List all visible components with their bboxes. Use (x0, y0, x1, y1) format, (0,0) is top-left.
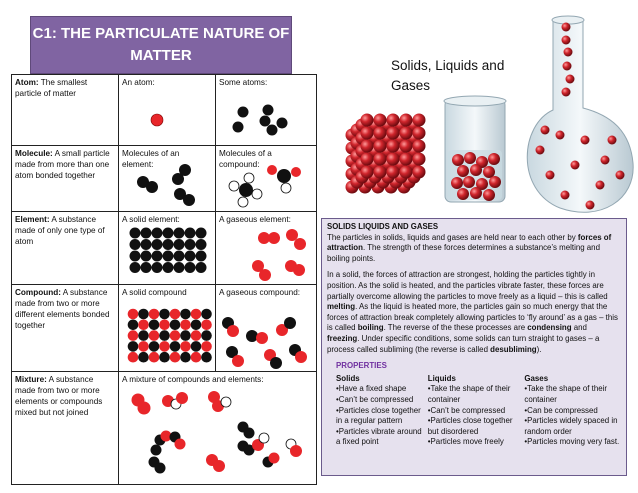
particle (395, 132, 408, 145)
particle (372, 181, 385, 194)
particle (385, 155, 398, 168)
compound-molecules-cell: Molecules of a compound: (216, 146, 317, 212)
particle (476, 178, 488, 190)
particle (403, 137, 416, 150)
particle (346, 129, 359, 142)
list-item: •Can be compressed (524, 405, 598, 415)
particle (398, 168, 411, 181)
particle (369, 171, 382, 184)
states-of-matter-illustration (346, 16, 634, 212)
list-item: •Take the shape of their container (524, 384, 607, 404)
page-title-line-2: MATTER (130, 47, 192, 64)
particle (403, 163, 416, 176)
particle (385, 129, 398, 142)
gaseous-compound-cell: A gaseous compound: (216, 285, 317, 372)
section-heading: Solids, Liquids and Gases (391, 58, 505, 93)
particle (408, 132, 421, 145)
particle (385, 142, 398, 155)
particle (400, 127, 413, 140)
particle (374, 166, 387, 179)
particle (476, 156, 488, 168)
particle (470, 187, 482, 199)
particle (377, 124, 390, 137)
compound-definition: Compound: A substance made from two or more different elements bonded together (12, 285, 119, 372)
particle (398, 155, 411, 168)
panel-header: SOLIDS LIQUIDS AND GASES (327, 222, 439, 231)
particle (372, 168, 385, 181)
particle (364, 163, 377, 176)
particle (369, 132, 382, 145)
particle (390, 176, 403, 189)
particle (562, 36, 571, 45)
particle (369, 145, 382, 158)
info-panel (321, 218, 627, 476)
particle (395, 145, 408, 158)
particle (413, 114, 426, 127)
particle (364, 150, 377, 163)
particle (556, 131, 565, 140)
particle (413, 166, 426, 179)
list-item: •Particles move freely (427, 437, 504, 447)
particle (387, 166, 400, 179)
solid-compound-cell: A solid compound (119, 285, 216, 372)
solid-element-cell: A solid element: (119, 212, 216, 285)
particle (563, 62, 572, 71)
particle (346, 142, 359, 155)
properties-title: PROPERTIES (336, 361, 387, 371)
particle (377, 176, 390, 189)
properties-columns (327, 374, 621, 448)
particle (372, 129, 385, 142)
particle (372, 142, 385, 155)
particle (586, 201, 595, 210)
particle (398, 181, 411, 194)
particle (374, 153, 387, 166)
particle (398, 142, 411, 155)
particle (346, 181, 359, 194)
particle (374, 140, 387, 153)
particle (398, 129, 411, 142)
particle (488, 153, 500, 165)
particle (400, 153, 413, 166)
particle (359, 129, 372, 142)
particle (390, 163, 403, 176)
particle (351, 163, 364, 176)
particle (546, 171, 555, 180)
particle (369, 119, 382, 132)
list-item: •Particles close together in a regular pattern (336, 405, 421, 426)
table-row-element (12, 212, 317, 285)
particle (408, 145, 421, 158)
particle (364, 124, 377, 137)
list-item: •Take the shape of their container (427, 384, 511, 404)
definitions-table (11, 74, 317, 485)
particle (361, 127, 374, 140)
particle (408, 158, 421, 171)
particle (356, 145, 369, 158)
molecule-definition: Molecule: A small particle made from more than one atom bonded together (12, 146, 119, 212)
particle (395, 119, 408, 132)
list-item: •Particles close together but disordered (427, 416, 513, 436)
particle (356, 119, 369, 132)
liquids-column: Liquids •Take the shape of their container •Can’t be compressed •Particles close together but disordered •Particles move freely (428, 374, 525, 448)
particle (351, 176, 364, 189)
table-row-molecule (12, 146, 317, 212)
particle (400, 166, 413, 179)
particle (608, 136, 617, 145)
atoms-example-cell: Some atoms: (216, 75, 317, 146)
particle (562, 88, 571, 97)
particle (361, 140, 374, 153)
particle (413, 140, 426, 153)
table-row-atom (12, 75, 317, 146)
mixture-example-cell: A mixture of compounds and elements: (119, 372, 317, 485)
particle (359, 181, 372, 194)
particle (452, 154, 464, 166)
particle (374, 114, 387, 127)
element-definition: Element: A substance made of only one type of atom (12, 212, 119, 285)
particle (361, 114, 374, 127)
particle (408, 171, 421, 184)
particle (400, 114, 413, 127)
particle (387, 140, 400, 153)
particle (470, 164, 482, 176)
particle (457, 165, 469, 177)
particle (356, 132, 369, 145)
particle (489, 176, 501, 188)
particle (566, 75, 575, 84)
particle (387, 127, 400, 140)
particle (541, 126, 550, 135)
particle (369, 158, 382, 171)
mixture-definition: Mixture: A substance made from two or more elements or compounds mixed but not joined (12, 372, 119, 485)
particle (483, 166, 495, 178)
particle (536, 146, 545, 155)
element-molecules-cell: Molecules of an element: (119, 146, 216, 212)
particle (385, 168, 398, 181)
particle (408, 119, 421, 132)
particle (359, 155, 372, 168)
particle (346, 168, 359, 181)
particle (451, 177, 463, 189)
particle (382, 132, 395, 145)
particle (561, 191, 570, 200)
particle (601, 156, 610, 165)
list-item: •Particles vibrate around a fixed point (336, 426, 422, 447)
particle (374, 127, 387, 140)
list-item: •Have a fixed shape (336, 384, 407, 394)
particle (382, 145, 395, 158)
particle (364, 137, 377, 150)
panel-paragraph-1: The particles in solids, liquids and gases are held near to each other by forces of attraction. The strength of these forces determines a substance’s melting and boiling points. (327, 232, 612, 263)
particle (464, 152, 476, 164)
particle (359, 168, 372, 181)
particle (382, 158, 395, 171)
particle (457, 188, 469, 200)
list-item: •Can’t be compressed (336, 394, 414, 404)
particle (372, 155, 385, 168)
particle (400, 140, 413, 153)
particle (581, 136, 590, 145)
particle (483, 189, 495, 201)
list-item: •Can’t be compressed (427, 405, 506, 415)
list-item: •Particles widely spaced in random order (524, 416, 618, 436)
atom-definition: Atom: The smallest particle of matter (12, 75, 119, 146)
page-title (30, 16, 292, 74)
particle (395, 158, 408, 171)
particle (377, 137, 390, 150)
particle (351, 124, 364, 137)
gaseous-element-cell: A gaseous element: (216, 212, 317, 285)
panel-paragraph-2: In a solid, the forces of attraction are strongest, holding the particles tightly in position. As the solid is heated, and the particles vibrate faster, these forces are partially overcome allowing the particles to move freely as a liquid – this is called melting. As the liquid is heated more, the particles gain so much energy that the forces of attraction break completely allowing particles to ‘fly around’ as a gas – this is called boiling. The reverse of the these processes are condensing and freezing. Under specific conditions, some solids can turn straight to gases – a process called subliming (the reverse is called desubliming). (327, 270, 618, 354)
particle (364, 176, 377, 189)
particle (356, 158, 369, 171)
list-item: •Particles moving very fast. (524, 437, 620, 447)
table-row-mixture (12, 372, 317, 485)
particle (351, 150, 364, 163)
gases-column: Gases •Take the shape of their container •Can be compressed •Particles widely spaced in random order •Particles moving very fast. (524, 373, 620, 447)
particle (395, 171, 408, 184)
page-title-line-1: C1: THE PARTICULATE NATURE OF (32, 25, 290, 42)
particle (403, 124, 416, 137)
particle (387, 114, 400, 127)
atom-example-cell: An atom: (119, 75, 216, 146)
particle (385, 181, 398, 194)
particle (390, 124, 403, 137)
particle (377, 150, 390, 163)
particle (356, 171, 369, 184)
solids-column: Solids •Have a fixed shape •Can’t be compressed •Particles close together in a regular pattern •Particles vibrate around a fixed point (327, 374, 428, 448)
particle (382, 119, 395, 132)
particle (351, 137, 364, 150)
particle (390, 137, 403, 150)
particle (359, 142, 372, 155)
table-row-compound (12, 285, 317, 372)
particle (413, 153, 426, 166)
particle (564, 48, 573, 57)
particle (346, 155, 359, 168)
particle (616, 171, 625, 180)
particle (463, 176, 475, 188)
particle (596, 181, 605, 190)
particle (377, 163, 390, 176)
particle (390, 150, 403, 163)
particle (571, 161, 580, 170)
particle (413, 127, 426, 140)
particle (361, 166, 374, 179)
particle (387, 153, 400, 166)
particle (382, 171, 395, 184)
particle (562, 23, 571, 32)
particle (403, 176, 416, 189)
particle (403, 150, 416, 163)
particle (361, 153, 374, 166)
